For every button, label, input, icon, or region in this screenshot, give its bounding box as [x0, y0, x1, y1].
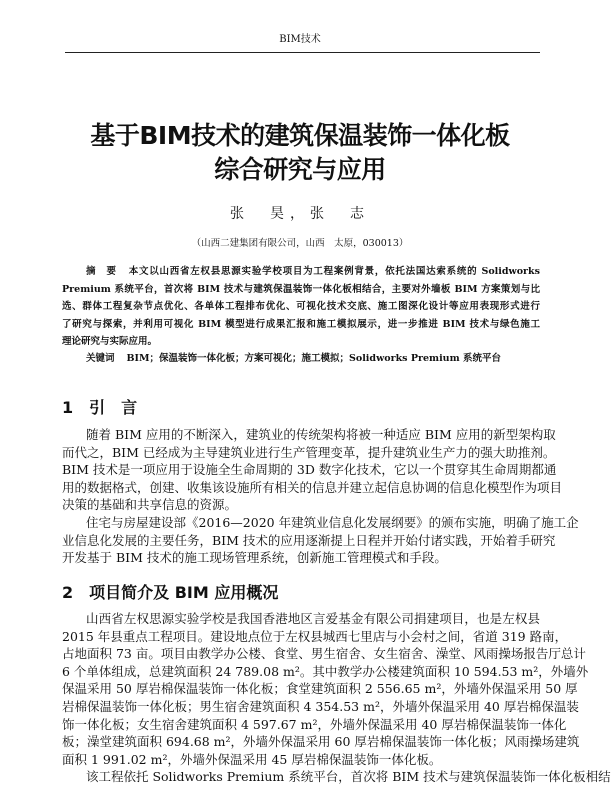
section-2-body: [62, 610, 611, 786]
body-line: 板；澡堂建筑面积 694.68 m²，外墙外保温采用 60 厚岩棉保温装饰一体化板；风雨操场建筑: [62, 734, 580, 750]
abstract-text: 本文以山西省左权县思源实验学校项目为工程案例背景，依托法国达索系统的 Solidworks: [128, 266, 540, 277]
abstract-line: 了研究与探索，并利用可视化 BIM 模型进行成果汇报和施工模拟展示，进一步推进 BIM 技术与绿色施工: [62, 318, 540, 330]
paper-title-line-2: 综合研究与应用: [214, 155, 386, 184]
header-rule: [65, 52, 540, 53]
body-line: BIM 技术是一项应用于设施全生命周期的 3D 数字化技术，它以一个贯穿其生命周期都通: [62, 462, 557, 478]
body-line: 面积 1 991.02 m²，外墙外保温采用 45 厚岩棉保温装饰一体化板。: [62, 751, 442, 767]
section-1-body: [62, 426, 579, 567]
body-line: 随着 BIM 应用的不断深入，建筑业的传统架构将被一种适应 BIM 应用的新型架构取: [86, 427, 556, 442]
abstract-line: 选、群体工程复杂节点优化、各单体工程排布优化、可视化技术交底、施工图深化设计等应用表现形式进行: [62, 301, 540, 312]
section-heading-1: 1 引 言: [62, 398, 138, 417]
affiliation: （山西二建集团有限公司，山西 太原，030013）: [191, 238, 409, 249]
abstract-line: 理论研究与实际应用。: [62, 336, 158, 347]
body-line: 饰一体化板；女生宿舍建筑面积 4 597.67 m²，外墙外保温采用 40 厚岩棉保温装饰一体化: [62, 716, 567, 732]
keywords: [62, 350, 564, 364]
body-line: 该工程依托 Solidworks Premium 系统平台，首次将 BIM 技术与建筑保温装饰一体化板相结: [86, 769, 611, 785]
authors: 张 昊，张 志: [230, 206, 370, 222]
body-line: 6 个单体组成，总建筑面积 24 789.08 m²。其中教学办公楼建筑面积 10 594.53 m²，外墙外: [62, 663, 589, 679]
body-line: 占地面积 73 亩。项目由教学办公楼、食堂、男生宿舍、女生宿舍、澡堂、风雨操场报告厅总计: [62, 646, 586, 662]
keywords-text: BIM；保温装饰一体化板；方案可视化；施工模拟；Solidworks Premium 系统平台: [126, 353, 501, 364]
paper-title-line-1: 基于BIM技术的建筑保温装饰一体化板: [90, 121, 510, 150]
body-line: 2015 年县重点工程项目。建设地点位于左权县城西七里店与小会村之间，省道 319 路南，: [62, 628, 568, 644]
body-line: 岩棉保温装饰一体化板；男生宿舍建筑面积 4 354.53 m²，外墙外保温采用 40 厚岩棉保温装: [62, 698, 579, 714]
body-line: 住宅与房屋建设部《2016—2020 年建筑业信息化发展纲要》的颁布实施，明确了施工企: [86, 514, 579, 530]
body-line: 业信息化发展的主要任务，BIM 技术的应用逐渐提上日程并开始付诸实践，开始着手研究: [62, 532, 556, 548]
body-line: 保温采用 50 厚岩棉保温装饰一体化板；食堂建筑面积 2 556.65 m²，外墙外保温采用 50 厚: [62, 681, 578, 697]
abstract-line: [62, 263, 540, 281]
running-header: BIM技术: [279, 34, 321, 45]
body-line: 开发基于 BIM 技术的施工现场管理系统，创新施工管理模式和手段。: [62, 550, 447, 566]
abstract-line: Premium 系统平台，首次将 BIM 技术与建筑保温装饰一体化板相结合，主要对外墙板 BIM 方案策划与比: [62, 283, 540, 295]
body-line: 决策的基础和共享信息的资源。: [62, 497, 238, 513]
section-heading-2: 2 项目简介及 BIM 应用概况: [62, 583, 279, 602]
abstract-label: 摘 要: [86, 266, 117, 277]
body-line: 用的数据格式，创建、收集该设施所有相关的信息并建立起信息协调的信息化模型作为项目: [62, 479, 563, 495]
keywords-label: 关键词: [86, 353, 115, 364]
body-line: 山西省左权思源实验学校是我国香港地区言爱基金有限公司捐建项目，也是左权县: [86, 611, 540, 626]
abstract: [62, 263, 540, 351]
body-line: 而代之，BIM 已经成为主导建筑业进行生产管理变革，提升建筑业生产力的强大助推剂。: [62, 444, 556, 460]
